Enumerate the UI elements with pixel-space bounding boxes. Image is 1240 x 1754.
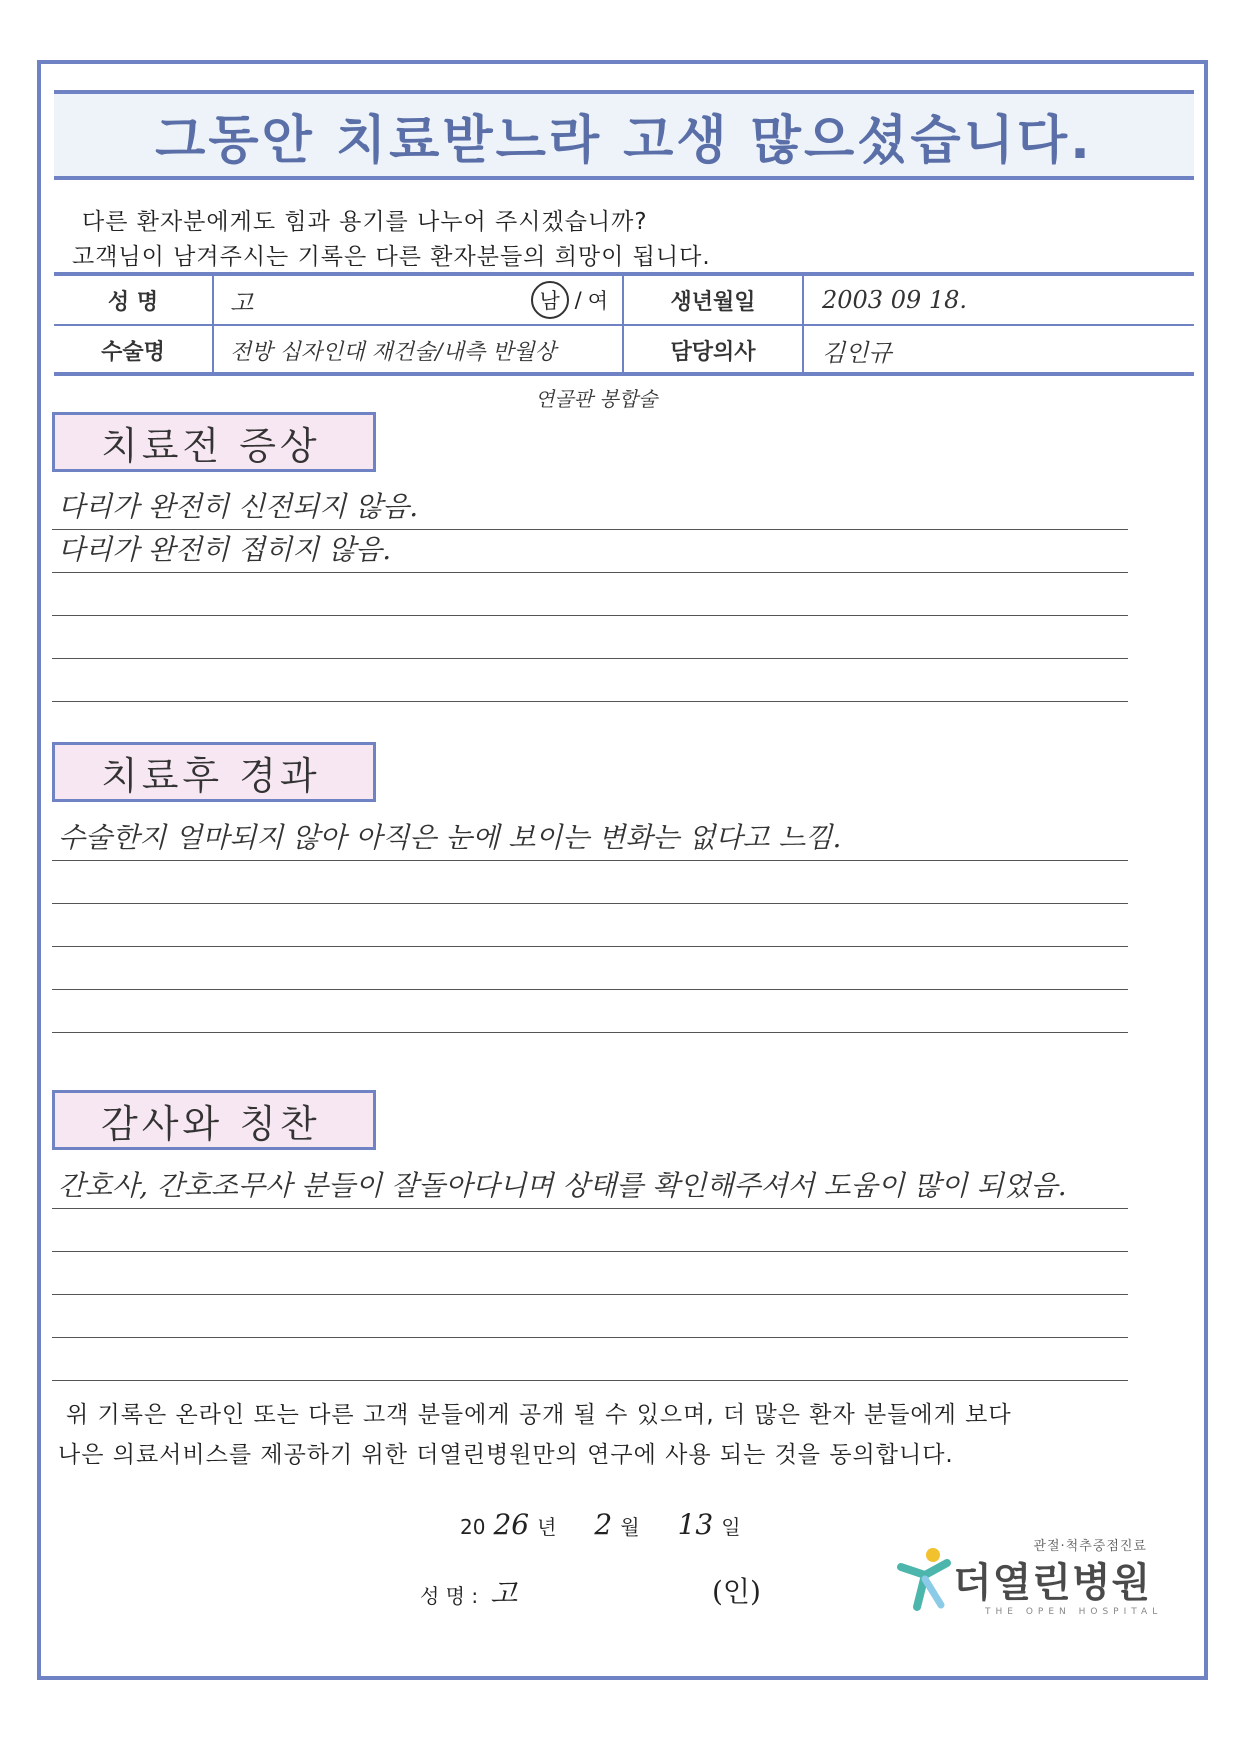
info-row-2 (54, 326, 1194, 374)
doctor-cell (804, 326, 1194, 374)
writing-line (52, 861, 1128, 904)
logo-name: 더열린병원 (953, 1560, 1152, 1606)
logo-subtitle: 관절·척추중점진료 (1033, 1539, 1147, 1554)
seal-mark: (인) (712, 1575, 761, 1608)
intro-line-1: 다른 환자분에게도 힘과 용기를 나누어 주시겠습니까? (82, 209, 648, 235)
writing-line (52, 616, 1128, 659)
gender-selector (531, 281, 608, 319)
section-thanks-title: 감사와 칭찬 (101, 1101, 321, 1146)
section-thanks-lines (52, 1166, 1128, 1381)
birth-cell (804, 276, 1194, 324)
gender-separator: / (574, 288, 582, 312)
page-title: 그동안 치료받느라 고생 많으셨습니다. (155, 110, 1093, 171)
patient-info-table (54, 272, 1194, 376)
writing-line (52, 818, 1128, 861)
gender-female: 여 (587, 289, 608, 313)
day-hand: 13 (677, 1508, 714, 1541)
handwritten-text: 간호사, 간호조무사 분들이 잘돌아다니며 상태를 확인해주셔서 도움이 많이 되었음. (58, 1169, 1067, 1202)
name-value: 고 (230, 288, 254, 317)
surgery-label: 수술명 (54, 326, 214, 374)
section-before-title: 치료전 증상 (101, 423, 321, 468)
name-cell (214, 276, 624, 324)
logo-english: THE OPEN HOSPITAL (985, 1607, 1163, 1617)
consent-line-2: 나은 의료서비스를 제공하기 위한 더열린병원만의 연구에 사용 되는 것을 동의합니다. (58, 1442, 954, 1468)
section-before-heading (52, 412, 376, 472)
signature-value: 고 (490, 1577, 518, 1610)
writing-line (52, 1338, 1128, 1381)
surgery-value-continued: 연골판 봉합술 (535, 387, 658, 411)
surgery-value: 전방 십자인대 재건술/내측 반월상 (230, 339, 556, 365)
writing-line (52, 1295, 1128, 1338)
title-banner (54, 90, 1194, 180)
month-hand: 2 (594, 1508, 613, 1541)
handwritten-text: 다리가 완전히 신전되지 않음. (58, 490, 419, 523)
section-after-title: 치료후 경과 (101, 753, 321, 798)
day-unit: 일 (721, 1515, 741, 1539)
doctor-label: 담당의사 (624, 326, 804, 374)
section-thanks-heading (52, 1090, 376, 1150)
writing-line (52, 1252, 1128, 1295)
writing-line (52, 573, 1128, 616)
info-row-1 (54, 276, 1194, 326)
year-unit: 년 (537, 1515, 557, 1539)
name-label: 성 명 (54, 276, 214, 324)
month-unit: 월 (620, 1515, 640, 1539)
writing-line (52, 990, 1128, 1033)
logo-figure-icon (895, 1545, 955, 1615)
writing-line (52, 659, 1128, 702)
hospital-logo (895, 1535, 1175, 1625)
intro-line-2: 고객님이 남겨주시는 기록은 다른 환자분들의 희망이 됩니다. (72, 244, 711, 270)
gender-male-circled: 남 (531, 281, 569, 319)
section-after-lines (52, 818, 1128, 1033)
writing-line (52, 1166, 1128, 1209)
section-after-heading (52, 742, 376, 802)
writing-line (52, 1209, 1128, 1252)
writing-line (52, 487, 1128, 530)
surgery-cell (214, 326, 624, 374)
birth-label: 생년월일 (624, 276, 804, 324)
signature-label: 성 명 : (420, 1584, 479, 1608)
writing-line (52, 904, 1128, 947)
writing-line (52, 530, 1128, 573)
date-row (460, 1508, 741, 1541)
birth-value: 2003 09 18. (822, 286, 968, 314)
handwritten-text: 다리가 완전히 접히지 않음. (58, 533, 392, 566)
consent-line-1: 위 기록은 온라인 또는 다른 고객 분들에게 공개 될 수 있으며, 더 많은 환자 분들에게 보다 (66, 1402, 1012, 1428)
writing-line (52, 947, 1128, 990)
section-before-lines (52, 487, 1128, 702)
handwritten-text: 수술한지 얼마되지 않아 아직은 눈에 보이는 변화는 없다고 느낌. (58, 821, 842, 854)
year-prefix: 20 (460, 1515, 486, 1539)
doctor-value: 김인규 (822, 338, 892, 367)
signature-row (420, 1572, 517, 1612)
year-hand: 26 (493, 1508, 530, 1541)
